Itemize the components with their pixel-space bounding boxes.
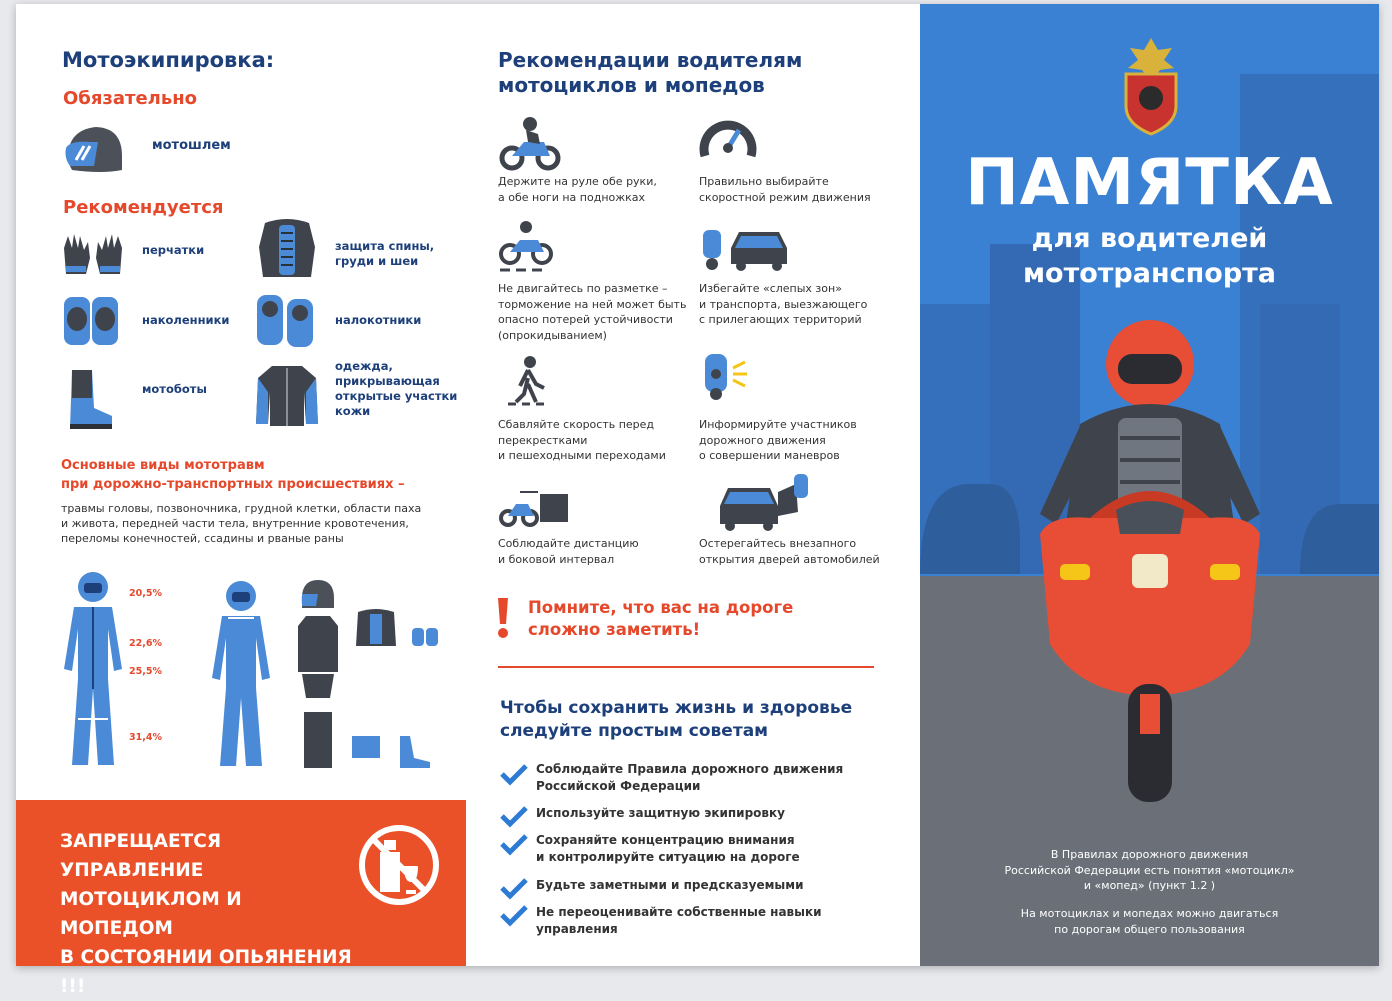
jacket-icon <box>254 362 320 430</box>
boots-label: мотоботы <box>142 382 207 396</box>
exclamation-icon <box>496 596 510 640</box>
advice-item-2: Используйте защитную экипировку <box>536 806 785 820</box>
no-alcohol-icon <box>356 822 442 908</box>
check-icon <box>500 834 528 854</box>
tip-marking: Не двигайтесь по разметке – торможение на ней может быть опасно потерей устойчивости (опрокидыванием) <box>498 282 687 342</box>
tip-speed: Правильно выбирайте скоростной режим движения <box>699 175 871 204</box>
check-icon <box>500 878 528 898</box>
save-life-title: Чтобы сохранить жизнь и здоровье следуйте простым советам <box>500 698 853 741</box>
advice-item-3: Сохраняйте концентрацию внимания и контролируйте ситуацию на дороге <box>536 833 800 864</box>
percent-head: 20,5% <box>129 588 162 599</box>
recommended-heading: Рекомендуется <box>63 197 224 218</box>
gloves-icon <box>62 230 124 278</box>
percent-chest: 22,6% <box>129 638 162 649</box>
elbow-pads-label: налокотники <box>335 313 422 327</box>
roads-note: На мотоциклах и мопедах можно двигаться по дорогам общего пользования <box>1020 907 1279 936</box>
elbow-pads-icon <box>255 293 315 349</box>
rider-figure-back <box>208 578 274 774</box>
ban-text: ЗАПРЕЩАЕТСЯ УПРАВЛЕНИЕ МОТОЦИКЛОМ И МОПЕДОМ В СОСТОЯНИИ ОПЬЯНЕНИЯ !!! <box>60 831 352 997</box>
warning-text: Помните, что вас на дороге сложно заметить! <box>528 598 794 639</box>
check-icon <box>500 764 528 784</box>
tip-signals: Информируйте участников дорожного движения о совершении маневров <box>699 418 857 462</box>
check-icon <box>500 806 528 826</box>
scooter-and-car-icon <box>699 224 795 272</box>
police-emblem-icon <box>1116 34 1186 138</box>
advice-item-4: Будьте заметными и предсказуемыми <box>536 878 804 892</box>
divider-line <box>498 666 874 668</box>
rules-note: В Правилах дорожного движения Российской Федерации есть понятия «мотоцикл» и «мопед» (пункт 1.2 ) <box>1004 848 1295 892</box>
check-icon <box>500 905 528 925</box>
distance-icon <box>498 482 572 528</box>
helmet-label: мотошлем <box>152 138 231 153</box>
injury-text: травмы головы, позвоночника, грудной клетки, области паха и живота, передней части тела, внутренние кровотечения, переломы конечностей, ссадины и рваные раны <box>61 502 422 545</box>
motorcycle-rider-icon <box>498 112 562 170</box>
tip-blind-zones: Избегайте «слепых зон» и транспорта, выезжающего с прилегающих территорий <box>699 282 868 326</box>
boots-icon <box>66 368 116 432</box>
motorcycle-on-marking-icon <box>498 218 554 274</box>
knee-pads-label: наколенники <box>142 313 230 327</box>
advice-item-1: Соблюдайте Правила дорожного движения Российской Федерации <box>536 762 844 793</box>
gear-set-icons <box>296 576 446 772</box>
rider-figure-front <box>60 569 126 774</box>
gloves-label: перчатки <box>142 243 205 257</box>
pedestrian-crossing-icon <box>506 354 552 406</box>
tip-distance: Соблюдайте дистанцию и боковой интервал <box>498 537 639 566</box>
percent-abdomen: 25,5% <box>129 666 162 677</box>
tip-doors: Остерегайтесь внезапного открытия дверей автомобилей <box>699 537 880 566</box>
knee-pads-icon <box>62 293 120 349</box>
back-protection-label: защита спины, груди и шеи <box>335 239 435 268</box>
back-protector-icon <box>255 217 319 283</box>
motorcyclist-illustration <box>1020 314 1280 814</box>
helmet-icon <box>62 122 126 176</box>
cover-title: ПАМЯТКА <box>965 146 1334 220</box>
cover-subtitle: для водителей мототранспорта <box>1022 223 1277 289</box>
tip-crossings: Сбавляйте скорость перед перекрестками и пешеходными переходами <box>498 418 666 462</box>
cover-panel <box>920 4 1379 966</box>
leaflet-sheet <box>16 4 1379 997</box>
scooter-signal-icon <box>699 350 749 402</box>
tip-hands-feet: Держите на руле обе руки, а обе ноги на подножках <box>498 175 657 204</box>
speedometer-icon <box>699 112 757 162</box>
drunk-driving-ban-banner <box>16 800 466 997</box>
mandatory-heading: Обязательно <box>63 88 198 109</box>
car-door-opening-icon <box>716 472 812 532</box>
clothes-label: одежда, прикрывающая открытые участки кожи <box>335 359 458 418</box>
equipment-title: Мотоэкипировка: <box>62 48 275 72</box>
recommendations-title: Рекомендации водителям мотоциклов и мопедов <box>498 48 803 97</box>
advice-item-5: Не переоценивайте собственные навыки управления <box>536 905 822 936</box>
injury-title: Основные виды мототравм при дорожно-транспортных происшествиях – <box>61 458 405 492</box>
percent-legs: 31,4% <box>129 732 162 743</box>
